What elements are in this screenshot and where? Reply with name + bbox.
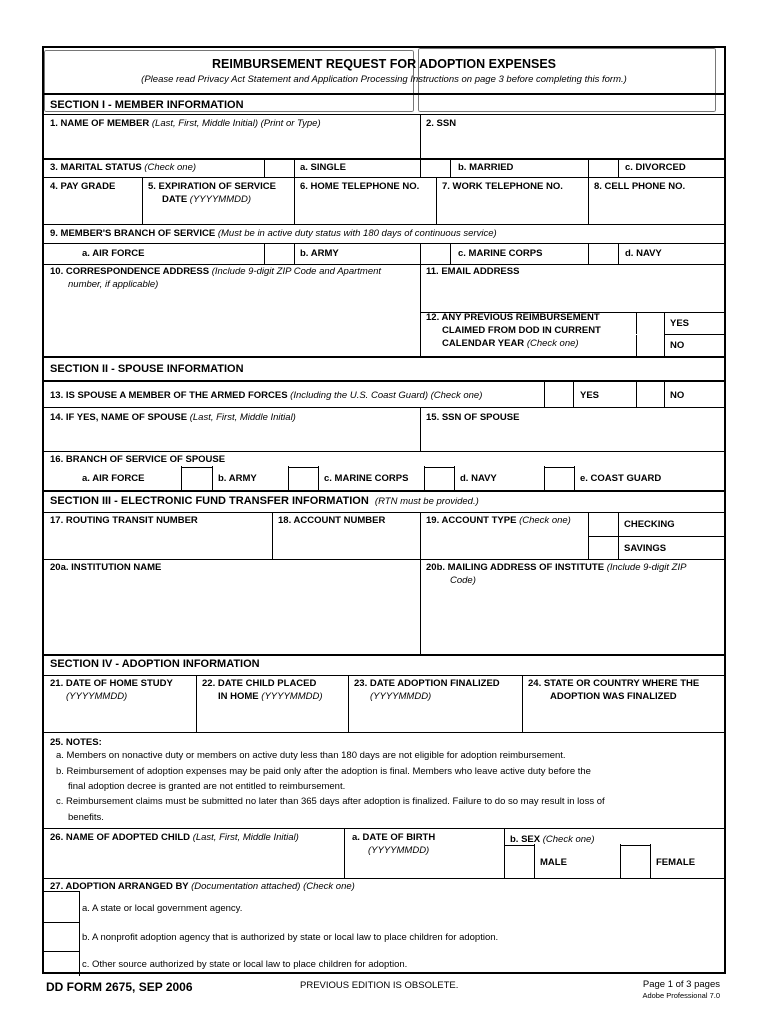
field-20b-label-2: Code): [450, 575, 476, 586]
dd-form-2675: [42, 46, 726, 974]
rule: [664, 334, 724, 335]
marital-divorced-label: c. DIVORCED: [625, 162, 686, 173]
field-9-label: 9. MEMBER'S BRANCH OF SERVICE (Must be in active duty status with 180 days of continuous service): [50, 228, 497, 239]
account-savings-label: SAVINGS: [624, 543, 667, 554]
field-3-label: 3. MARITAL STATUS (Check one): [50, 162, 197, 173]
rule: [618, 243, 619, 264]
rule: [44, 177, 724, 178]
rule: [618, 512, 619, 559]
rule: [272, 512, 273, 559]
rule: [142, 177, 143, 224]
arranged-other-checkbox[interactable]: [44, 952, 79, 974]
sex-male-label: MALE: [540, 857, 567, 868]
section-3-header: SECTION III - ELECTRONIC FUND TRANSFER INFORMATION (RTN must be provided.): [50, 495, 479, 507]
cell-phone-input[interactable]: [594, 206, 720, 222]
field-19-label: 19. ACCOUNT TYPE (Check one): [426, 515, 571, 526]
rule: [44, 114, 724, 115]
field-12-label-3: CALENDAR YEAR (Check one): [442, 338, 579, 349]
rule: [588, 177, 589, 224]
adoption-finalized-date-input[interactable]: [354, 708, 518, 728]
field-26a-label: a. DATE OF BIRTH: [352, 832, 436, 843]
home-study-date-input[interactable]: [50, 708, 192, 728]
note-c: c. Reimbursement claims must be submitted no later than 365 days after adoption is finalized. Failure to do so may result in loss of: [56, 796, 605, 807]
arranged-nonprofit-checkbox[interactable]: [44, 923, 79, 951]
prev-reimb-no-label: NO: [670, 340, 685, 351]
marital-divorced-checkbox[interactable]: [589, 159, 618, 177]
edition-note: PREVIOUS EDITION IS OBSOLETE.: [300, 980, 459, 991]
rule: [44, 654, 724, 656]
section-4-header: SECTION IV - ADOPTION INFORMATION: [50, 658, 260, 670]
field-24-label: 24. STATE OR COUNTRY WHERE THE: [528, 678, 700, 689]
field-26-label: 26. NAME OF ADOPTED CHILD (Last, First, Middle Initial): [50, 832, 299, 843]
rule: [450, 158, 451, 177]
field-24-label-2: ADOPTION WAS FINALIZED: [550, 691, 677, 702]
note-a: a. Members on nonactive duty or members on active duty less than 180 days are not eligible for adoption reimbursement.: [56, 750, 566, 761]
rule: [664, 312, 665, 356]
rule: [44, 451, 724, 452]
arranged-nonprofit-label: b. A nonprofit adoption agency that is authorized by state or local law to place children for adoption.: [82, 932, 499, 943]
child-placed-date-input[interactable]: [202, 708, 344, 728]
marital-single-checkbox[interactable]: [265, 159, 294, 177]
sex-female-checkbox[interactable]: [621, 845, 650, 878]
prev-reimb-no-checkbox[interactable]: [636, 335, 664, 356]
rule: [294, 158, 295, 177]
rule: [420, 264, 421, 356]
rule: [450, 243, 451, 264]
field-18-label: 18. ACCOUNT NUMBER: [278, 515, 386, 526]
form-subtitle: (Please read Privacy Act Statement and Application Processing Instructions on page 3 before completing this form.): [141, 74, 627, 85]
field-14-label: 14. IF YES, NAME OF SPOUSE (Last, First, Middle Initial): [50, 412, 296, 423]
field-27-label: 27. ADOPTION ARRANGED BY (Documentation attached) (Check one): [50, 881, 355, 892]
home-phone-input[interactable]: [300, 206, 432, 222]
field-8-label: 8. CELL PHONE NO.: [594, 181, 686, 192]
institution-name-input[interactable]: [50, 580, 414, 650]
spouse-name-input[interactable]: [50, 428, 414, 448]
child-dob-input[interactable]: [352, 860, 500, 876]
adoption-location-input[interactable]: [528, 708, 720, 728]
field-21-label: 21. DATE OF HOME STUDY: [50, 678, 173, 689]
work-phone-input[interactable]: [442, 206, 584, 222]
field-13-label: 13. IS SPOUSE A MEMBER OF THE ARMED FORCES (Including the U.S. Coast Guard) (Check one): [50, 390, 483, 401]
field-11-label: 11. EMAIL ADDRESS: [426, 266, 520, 277]
field-12-label-2: CLAIMED FROM DOD IN CURRENT: [442, 325, 601, 336]
field-21-ins: (YYYYMMDD): [66, 691, 128, 702]
field-22-label-2: IN HOME (YYYYMMDD): [218, 691, 323, 702]
field-17-label: 17. ROUTING TRANSIT NUMBER: [50, 515, 198, 526]
rule: [196, 675, 197, 732]
field-2-label: 2. SSN: [426, 118, 457, 129]
branch-army-checkbox[interactable]: [421, 244, 450, 264]
field-15-label: 15. SSN OF SPOUSE: [426, 412, 520, 423]
field-12-label: 12. ANY PREVIOUS REIMBURSEMENT: [426, 312, 600, 323]
routing-number-input[interactable]: [50, 532, 268, 556]
arranged-gov-label: a. A state or local government agency.: [82, 903, 243, 914]
marital-single-label: a. SINGLE: [300, 162, 346, 173]
spouse-branch-marines-label: c. MARINE CORPS: [324, 473, 409, 484]
form-title: REIMBURSEMENT REQUEST FOR ADOPTION EXPENSES: [211, 57, 557, 71]
rule: [294, 177, 295, 224]
child-name-input[interactable]: [50, 850, 340, 874]
rule: [44, 512, 724, 513]
field-20b-label: 20b. MAILING ADDRESS OF INSTITUTE (Include 9-digit ZIP: [426, 562, 687, 573]
field-7-label: 7. WORK TELEPHONE NO.: [442, 181, 563, 192]
field-26a-ins: (YYYYMMDD): [368, 845, 430, 856]
rule: [664, 380, 665, 407]
rule: [650, 844, 651, 878]
expiration-date-input[interactable]: [148, 208, 290, 222]
field-26b-label: b. SEX (Check one): [510, 834, 595, 845]
arranged-other-label: c. Other source authorized by state or local law to place children for adoption.: [82, 959, 408, 970]
branch-airforce-checkbox[interactable]: [265, 244, 294, 264]
account-savings-checkbox[interactable]: [589, 537, 618, 559]
arranged-gov-checkbox[interactable]: [44, 892, 79, 922]
rule: [44, 407, 724, 408]
spouse-ssn-input[interactable]: [426, 428, 718, 448]
field-23-ins: (YYYYMMDD): [370, 691, 432, 702]
page-number: Page 1 of 3 pages: [642, 979, 720, 990]
rule: [318, 466, 319, 490]
spouse-branch-army-checkbox[interactable]: [289, 467, 318, 490]
branch-army-label: b. ARMY: [300, 248, 339, 259]
rule: [44, 675, 724, 676]
rule: [344, 828, 345, 878]
spouse-branch-navy-label: d. NAVY: [460, 473, 497, 484]
spouse-military-no-checkbox[interactable]: [637, 381, 664, 407]
rule: [44, 828, 724, 829]
rule: [294, 243, 295, 264]
member-name-input[interactable]: [50, 134, 414, 154]
section-1-header: SECTION I - MEMBER INFORMATION: [50, 99, 244, 111]
rule: [44, 93, 724, 95]
rule: [534, 844, 535, 878]
spouse-military-no-label: NO: [670, 390, 685, 401]
rule: [44, 264, 724, 265]
note-b-cont: final adoption decree is granted are not entitled to reimbursement.: [68, 781, 346, 792]
prev-reimb-yes-checkbox[interactable]: [636, 313, 664, 334]
field-22-label: 22. DATE CHILD PLACED: [202, 678, 317, 689]
rule: [44, 878, 724, 879]
field-16-label: 16. BRANCH OF SERVICE OF SPOUSE: [50, 454, 226, 465]
rule: [618, 158, 619, 177]
field-5-label-2: DATE (YYYYMMDD): [162, 194, 252, 205]
rule: [420, 512, 421, 559]
field-4-label: 4. PAY GRADE: [50, 181, 116, 192]
spouse-branch-airforce-checkbox[interactable]: [182, 467, 212, 490]
rule: [44, 559, 724, 560]
rule: [44, 158, 724, 160]
account-number-input[interactable]: [278, 532, 416, 556]
field-1-label: 1. NAME OF MEMBER (Last, First, Middle Initial) (Print or Type): [50, 118, 321, 129]
field-6-label: 6. HOME TELEPHONE NO.: [300, 181, 420, 192]
field-23-label: 23. DATE ADOPTION FINALIZED: [354, 678, 500, 689]
rule: [44, 224, 724, 225]
field-20a-label: 20a. INSTITUTION NAME: [50, 562, 162, 573]
pay-grade-input[interactable]: [50, 206, 138, 222]
branch-marines-label: c. MARINE CORPS: [458, 248, 543, 259]
branch-airforce-label: a. AIR FORCE: [82, 248, 145, 259]
ssn-input[interactable]: [426, 134, 718, 154]
prev-reimb-yes-label: YES: [670, 318, 690, 329]
rule: [454, 466, 455, 490]
software-note: Adobe Professional 7.0: [642, 991, 720, 1000]
sex-male-checkbox[interactable]: [505, 845, 534, 878]
rule: [44, 243, 724, 244]
rule: [436, 177, 437, 224]
spouse-branch-navy-checkbox[interactable]: [545, 467, 574, 490]
rule: [44, 380, 724, 382]
rule: [522, 675, 523, 732]
spouse-military-yes-checkbox[interactable]: [545, 381, 574, 407]
spouse-branch-army-label: b. ARMY: [218, 473, 257, 484]
branch-navy-label: d. NAVY: [625, 248, 662, 259]
email-input[interactable]: [426, 284, 718, 308]
spouse-branch-coastguard-label: e. COAST GUARD: [580, 473, 662, 484]
rule: [79, 891, 80, 976]
rule: [420, 114, 421, 158]
rule: [420, 559, 421, 654]
spouse-branch-airforce-label: a. AIR FORCE: [82, 473, 145, 484]
rule: [44, 356, 724, 358]
field-10-label-2: number, if applicable): [68, 279, 159, 290]
account-checking-checkbox[interactable]: [589, 513, 618, 536]
note-b: b. Reimbursement of adoption expenses may be paid only after the adoption is final. Members who leave active duty before the: [56, 766, 591, 777]
marital-married-label: b. MARRIED: [458, 162, 514, 173]
sex-female-label: FEMALE: [656, 857, 696, 868]
rule: [212, 466, 213, 490]
spouse-military-yes-label: YES: [580, 390, 600, 401]
rule: [574, 466, 575, 490]
rule: [420, 407, 421, 451]
notes-label: 25. NOTES:: [50, 737, 102, 748]
spouse-branch-marines-checkbox[interactable]: [425, 467, 454, 490]
rule: [44, 490, 724, 492]
section-2-header: SECTION II - SPOUSE INFORMATION: [50, 363, 244, 375]
marital-married-checkbox[interactable]: [421, 159, 450, 177]
note-c-cont: benefits.: [68, 812, 104, 823]
field-5-label: 5. EXPIRATION OF SERVICE: [148, 181, 276, 192]
rule: [44, 732, 724, 733]
account-checking-label: CHECKING: [624, 519, 675, 530]
rule: [348, 675, 349, 732]
form-id: DD FORM 2675, SEP 2006: [46, 980, 193, 994]
branch-marines-checkbox[interactable]: [589, 244, 618, 264]
field-10-label: 10. CORRESPONDENCE ADDRESS (Include 9-digit ZIP Code and Apartment: [50, 266, 382, 277]
